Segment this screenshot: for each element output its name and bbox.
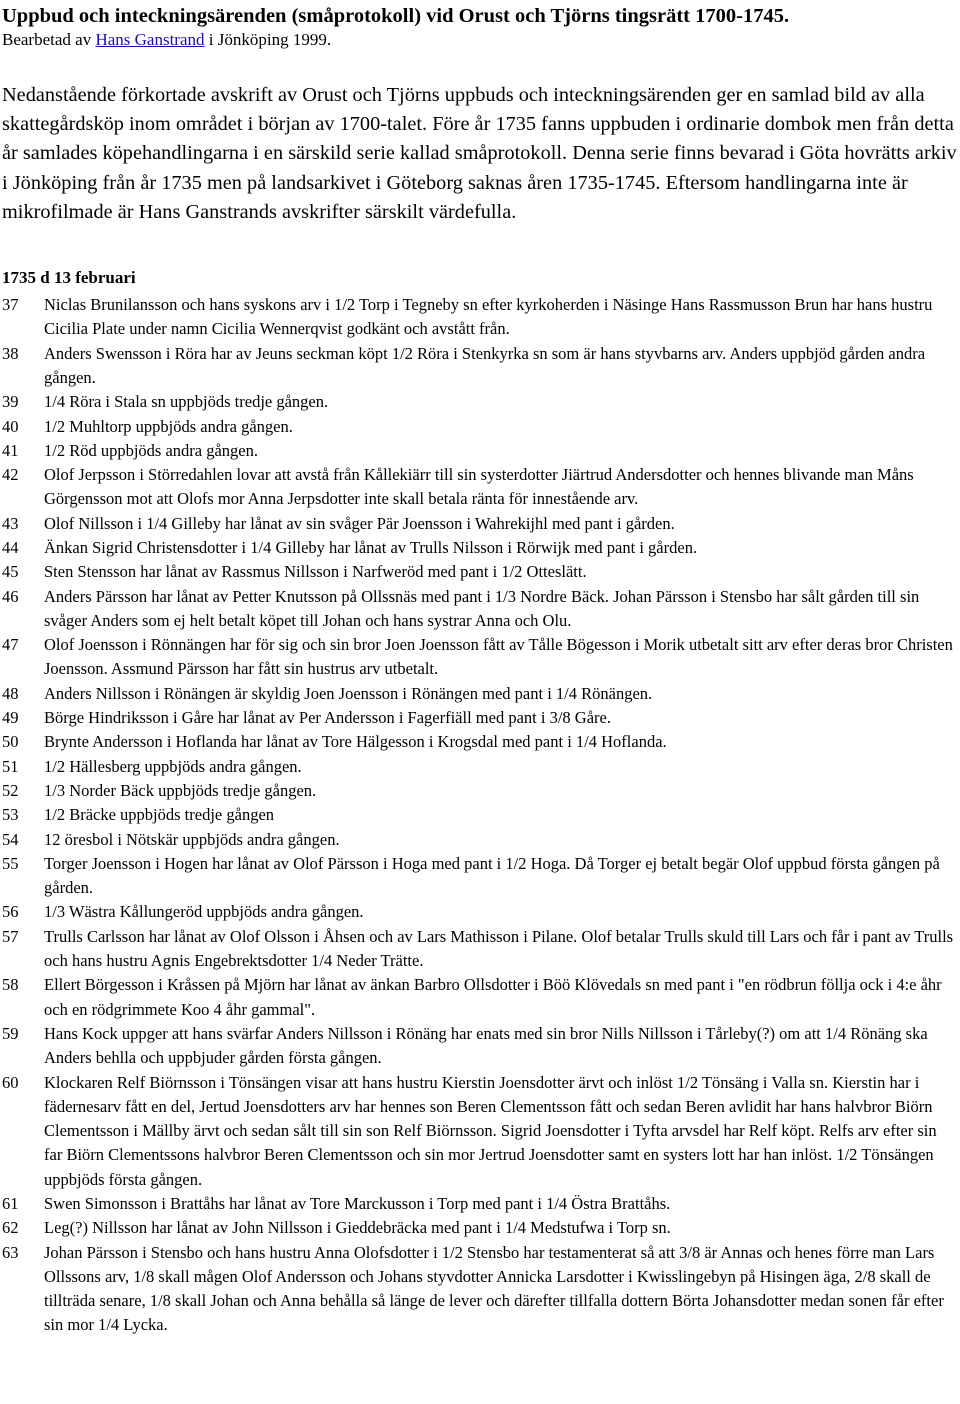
entry-number: 42 <box>2 465 19 485</box>
entry-number: 41 <box>2 440 19 460</box>
entry-number: 45 <box>2 562 19 582</box>
list-item <box>2 293 958 342</box>
entry-text: Johan Pärsson i Stensbo och hans hustru Anna Olofsdotter i 1/2 Stensbo har testamenterat så att 3/8 är Annas och henes förre man Lars Ollssons arv, 1/8 skall mågen Olof Andersson och Johans styvdotter Annicka Larsdotter i Kwisslingebyn på Hisingen äga, 2/8 skall de tillträda senare, 1/8 skall Johan och Anna behålla så länge de lever och därefter tillfalla dottern Börta Johansdotter medan sonen får efter sin mor 1/4 Lycka. <box>44 1242 944 1335</box>
entry-text: 1/2 Röd uppbjöds andra gången. <box>44 440 259 460</box>
entry-text: Hans Kock uppger att hans svärfar Anders Nillsson i Rönäng har enats med sin bror Nills Nillsson i Tårleby(?) om att 1/4 Rönäng ska Anders behlla och uppbjuder gården första gången. <box>44 1023 928 1068</box>
entry-text: Änkan Sigrid Christensdotter i 1/4 Gilleby har lånat av Trulls Nilsson i Rörwijk med pant i gården. <box>44 537 698 557</box>
entry-text: 1/3 Norder Bäck uppbjöds tredje gången. <box>44 780 317 800</box>
list-item <box>2 682 958 706</box>
entry-text: Ellert Börgesson i Kråssen på Mjörn har lånat av änkan Barbro Ollsdotter i Böö Klövedals sn med pant i "en rödbrun föllja ock i 4:e åhr och en rödgrimmete Koo 4 åhr gammal". <box>44 975 942 1019</box>
list-item <box>2 439 958 463</box>
intro-paragraph: Nedanstående förkortade avskrift av Orust och Tjörns uppbuds och inteckningsärenden ger en samlad bild av alla skattegårdsköp inom området i början av 1700-talet. Före år 1735 fanns uppbuden i ordinarie dombok men från detta år samlades köpehandlingarna i en särskild serie kallad småprotokoll. Denna serie finns bevarad i Göta hovrätts arkiv i Jönköping från år 1735 men på landsarkivet i Göteborg saknas åren 1735-1745. Eftersom handlingarna inte är mikrofilmade är Hans Ganstrands avskrifter särskilt värdefulla. <box>2 84 957 223</box>
entry-text: 1/2 Muhltorp uppbjöds andra gången. <box>44 416 293 436</box>
entry-text: Torger Joensson i Hogen har lånat av Olof Pärsson i Hoga med pant i 1/2 Hoga. Då Torger ej betalt begär Olof uppbud första gången på gården. <box>44 853 940 898</box>
list-item <box>2 633 958 682</box>
list-item <box>2 900 958 924</box>
entry-text: Brynte Andersson i Hoflanda har lånat av Tore Hälgesson i Krogsdal med pant i 1/4 Hoflanda. <box>44 732 667 752</box>
entry-number: 43 <box>2 513 19 533</box>
entry-text: 1/3 Wästra Kållungeröd uppbjöds andra gången. <box>44 902 364 922</box>
list-item <box>2 415 958 439</box>
entry-text: Olof Nillsson i 1/4 Gilleby har lånat av sin svåger Pär Joensson i Wahrekijhl med pant i gården. <box>44 513 675 533</box>
entry-number: 37 <box>2 295 19 315</box>
entry-text: Trulls Carlsson har lånat av Olof Olsson i Åhsen och av Lars Mathisson i Pilane. Olof betalar Trulls skuld till Lars och får i pant av Trulls och hans hustru Agnis Engebrektsdotter 1/4 Neder Trätte. <box>44 926 954 971</box>
entry-number: 52 <box>2 780 19 800</box>
entry-number: 40 <box>2 416 19 436</box>
list-item <box>2 1241 958 1338</box>
document-page <box>2 0 958 1338</box>
list-item <box>2 342 958 391</box>
list-item <box>2 852 958 901</box>
entry-number: 62 <box>2 1218 19 1238</box>
list-item <box>2 463 958 512</box>
entry-number: 53 <box>2 805 19 825</box>
list-item <box>2 828 958 852</box>
author-link[interactable]: Hans Ganstrand <box>95 30 205 49</box>
document-title: Uppbud och inteckningsärenden (småprotokoll) vid Orust och Tjörns tingsrätt 1700-1745. <box>2 5 790 27</box>
entry-text: 1/2 Hällesberg uppbjöds andra gången. <box>44 756 302 776</box>
list-item <box>2 1216 958 1240</box>
entry-text: Klockaren Relf Biörnsson i Tönsängen visar att hans hustru Kierstin Joensdotter ärvt och inlöst 1/2 Tönsäng i Valla sn. Kierstin har i fädernesarv fått en del, Jertud Joensdotters arv har hennes son Beren Clementsson fått och sedan Beren avlidit har hans halvbror Biörn Clementsson i Mällby ärvt och sedan sålt till sin son Relf Biörnsson. Sigrid Joensdotter i Tyfta arvsdel har Relf köpt. Relfs arv efter sin far Biörn Clementssons halvbror Beren Clementsson och sin mor Jertrud Joensdotter samt en systers lott har han inlöst. 1/2 Tönsängen uppbjöds första gången. <box>44 1072 937 1189</box>
list-item <box>2 803 958 827</box>
list-item <box>2 536 958 560</box>
entry-number: 38 <box>2 343 19 363</box>
entry-number: 44 <box>2 537 19 557</box>
entry-number: 55 <box>2 853 19 873</box>
list-item <box>2 560 958 584</box>
entry-list <box>2 293 958 1338</box>
entry-number: 47 <box>2 635 19 655</box>
entry-text: Niclas Brunilansson och hans syskons arv i 1/2 Torp i Tegneby sn efter kyrkoherden i Näsinge Hans Rassmusson Brun har hans hustru Cicilia Plate under namn Cicilia Wennerqvist godkänt och avstått från. <box>44 295 933 339</box>
entry-number: 58 <box>2 975 19 995</box>
list-item <box>2 1192 958 1216</box>
entry-text: Sten Stensson har lånat av Rassmus Nillsson i Narfweröd med pant i 1/2 Otteslätt. <box>44 562 587 582</box>
entry-number: 61 <box>2 1194 19 1213</box>
entry-number: 48 <box>2 683 19 703</box>
list-item <box>2 925 958 974</box>
entry-number: 50 <box>2 732 19 752</box>
entry-text: 1/4 Röra i Stala sn uppbjöds tredje gången. <box>44 392 329 412</box>
list-item <box>2 390 958 414</box>
entry-number: 46 <box>2 586 19 606</box>
entry-number: 60 <box>2 1072 19 1092</box>
list-item <box>2 755 958 779</box>
entry-number: 54 <box>2 829 19 849</box>
list-item <box>2 779 958 803</box>
entry-text: Swen Simonsson i Brattåhs har lånat av Tore Marckusson i Torp med pant i 1/4 Östra Brattåhs. <box>44 1194 671 1213</box>
entry-number: 57 <box>2 926 19 946</box>
entry-text: Olof Joensson i Rönnängen har för sig och sin bror Joen Joensson fått av Tålle Bögesson i Morik utbetalt sitt arv efter deras bror Christen Joensson. Assmund Pärsson har fått sin hustrus arv utbetalt. <box>44 635 953 679</box>
list-item <box>2 512 958 536</box>
entry-text: Anders Swensson i Röra har av Jeuns seckman köpt 1/2 Röra i Stenkyrka sn som är hans styvbarns arv. Anders uppbjöd gården andra gången. <box>44 343 926 387</box>
entry-number: 39 <box>2 392 19 412</box>
list-item <box>2 706 958 730</box>
list-item <box>2 1022 958 1071</box>
entry-text: Anders Nillsson i Rönängen är skyldig Joen Joensson i Rönängen med pant i 1/4 Rönängen. <box>44 683 653 703</box>
list-item <box>2 585 958 634</box>
list-item <box>2 1071 958 1192</box>
byline <box>2 29 958 50</box>
entry-text: Leg(?) Nillsson har lånat av John Nillsson i Gieddebräcka med pant i 1/4 Medstufwa i Torp sn. <box>44 1218 671 1238</box>
list-item <box>2 730 958 754</box>
entry-number: 59 <box>2 1023 19 1043</box>
date-heading: 1735 d 13 februari <box>2 268 136 288</box>
entry-number: 51 <box>2 756 19 776</box>
entry-text: 12 öresbol i Nötskär uppbjöds andra gången. <box>44 829 340 849</box>
list-item <box>2 973 958 1022</box>
entry-text: 1/2 Bräcke uppbjöds tredje gången <box>44 805 275 825</box>
entry-number: 49 <box>2 708 19 728</box>
entry-number: 63 <box>2 1242 19 1262</box>
byline-suffix: i Jönköping 1999. <box>204 30 332 49</box>
entry-text: Börge Hindriksson i Gåre har lånat av Per Andersson i Fagerfiäll med pant i 3/8 Gåre. <box>44 708 611 728</box>
entry-text: Olof Jerpsson i Störredahlen lovar att avstå från Kållekiärr till sin systerdotter Jiärtrud Andersdotter och hennes blivande man Måns Görgensson mot att Olofs mor Anna Jerpsdotter inte skall betala ränta för innestående arv. <box>44 465 914 509</box>
byline-prefix: Bearbetad av <box>2 30 96 49</box>
entry-number: 56 <box>2 902 19 922</box>
entry-text: Anders Pärsson har lånat av Petter Knutsson på Ollssnäs med pant i 1/3 Nordre Bäck. Johan Pärsson i Stensbo har sålt gården till sin svåger Anders som ej helt betalt köpet till Johan och hans systrar Anna och Olu. <box>44 586 920 630</box>
